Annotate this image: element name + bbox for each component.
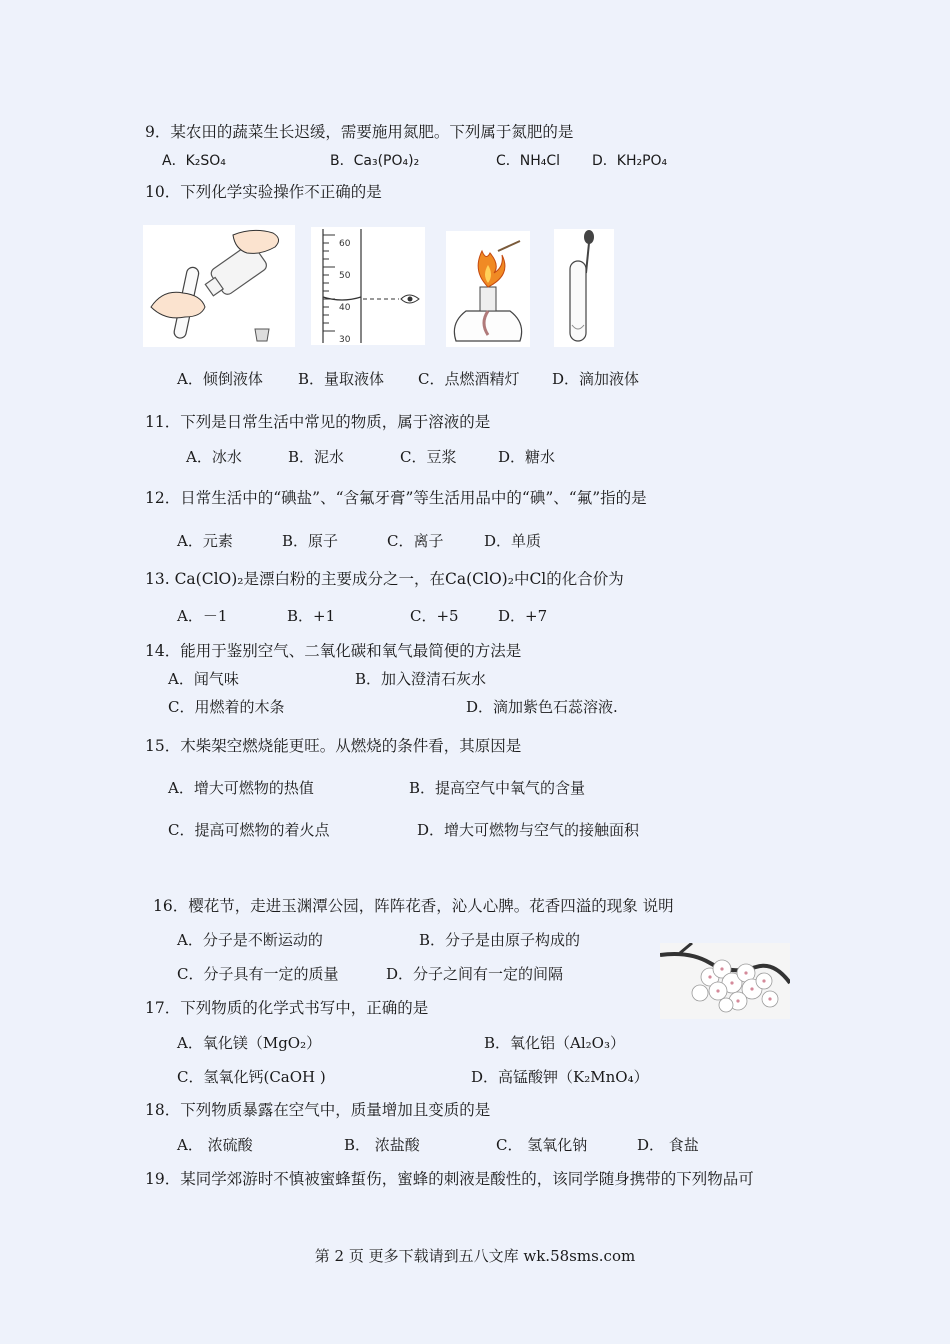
question-14-option-c: C．用燃着的木条 <box>168 698 285 716</box>
question-17-option-b: B．氧化铝（Al₂O₃） <box>484 1034 625 1052</box>
question-13-option-d: D．+7 <box>498 607 548 625</box>
page-footer: 第 2 页 更多下载请到五八文库 wk.58sms.com <box>314 1247 636 1265</box>
question-12-option-b: B．原子 <box>282 532 339 550</box>
question-13-option-c: C．+5 <box>410 607 459 625</box>
pouring-liquid-figure <box>143 225 295 347</box>
question-10-option-a: A．倾倒液体 <box>177 370 263 388</box>
question-9-option-b: B．Ca₃(PO₄)₂ <box>330 153 420 169</box>
question-11-option-d: D．糖水 <box>498 448 556 466</box>
alcohol-lamp-figure <box>446 231 530 347</box>
cylinder-tick-label: 50 <box>339 271 351 281</box>
question-17-option-a: A．氧化镁（MgO₂） <box>177 1034 322 1052</box>
question-12-option-c: C．离子 <box>387 532 444 550</box>
question-11-option-a: A．冰水 <box>186 448 242 466</box>
question-11-option-b: B．泥水 <box>288 448 345 466</box>
cylinder-tick-label: 60 <box>339 239 351 249</box>
question-10-option-b: B．量取液体 <box>298 370 385 388</box>
question-12-option-d: D．单质 <box>484 532 542 550</box>
question-9-option-c: C．NH₄Cl <box>496 153 561 169</box>
question-10-stem: 10．下列化学实验操作不正确的是 <box>145 183 382 201</box>
question-16-option-a: A．分子是不断运动的 <box>177 931 323 949</box>
question-13-stem: 13. Ca(ClO)₂是漂白粉的主要成分之一，在Ca(ClO)₂中Cl的化合价为 <box>145 570 624 588</box>
question-12-stem: 12．日常生活中的“碘盐”、“含氟牙膏”等生活用品中的“碘”、“氟”指的是 <box>145 489 647 507</box>
dropper-figure <box>554 229 614 347</box>
question-16-stem: 16．樱花节，走进玉渊潭公园，阵阵花香，沁人心脾。花香四溢的现象 说明 <box>153 897 674 915</box>
cylinder-tick-label: 40 <box>339 303 351 313</box>
question-18-stem: 18．下列物质暴露在空气中，质量增加且变质的是 <box>145 1101 491 1119</box>
question-13-option-a: A．－1 <box>177 607 228 625</box>
question-15-option-a: A．增大可燃物的热值 <box>168 779 314 797</box>
question-14-option-b: B．加入澄清石灰水 <box>355 670 487 688</box>
question-18-option-c: C． 氢氧化钠 <box>496 1136 588 1154</box>
question-10-option-c: C．点燃酒精灯 <box>418 370 520 388</box>
question-19-stem: 19．某同学郊游时不慎被蜜蜂蜇伤，蜜蜂的刺液是酸性的，该同学随身携带的下列物品可 <box>145 1170 754 1188</box>
question-18-option-d: D． 食盐 <box>637 1136 699 1154</box>
question-15-option-b: B．提高空气中氧气的含量 <box>409 779 586 797</box>
question-15-option-d: D．增大可燃物与空气的接触面积 <box>417 821 640 839</box>
question-13-option-b: B．+1 <box>287 607 336 625</box>
question-18-option-b: B． 浓盐酸 <box>344 1136 420 1154</box>
measuring-cylinder-figure <box>311 227 425 345</box>
cylinder-tick-label: 30 <box>339 335 351 345</box>
question-11-stem: 11．下列是日常生活中常见的物质，属于溶液的是 <box>145 413 491 431</box>
question-9-option-d: D．KH₂PO₄ <box>592 153 668 169</box>
question-14-stem: 14．能用于鉴别空气、二氧化碳和氧气最简便的方法是 <box>145 642 522 660</box>
question-17-option-d: D．高锰酸钾（K₂MnO₄） <box>471 1068 649 1086</box>
question-14-option-d: D．滴加紫色石蕊溶液. <box>466 698 618 716</box>
question-15-option-c: C．提高可燃物的着火点 <box>168 821 330 839</box>
question-17-stem: 17．下列物质的化学式书写中，正确的是 <box>145 999 429 1017</box>
question-12-option-a: A．元素 <box>177 532 233 550</box>
question-17-option-c: C．氢氧化钙(CaOH ) <box>177 1068 326 1086</box>
question-18-option-a: A． 浓硫酸 <box>177 1136 253 1154</box>
question-16-option-b: B．分子是由原子构成的 <box>419 931 581 949</box>
cherry-blossom-figure <box>660 943 790 1019</box>
question-16-option-d: D．分子之间有一定的间隔 <box>386 965 564 983</box>
question-9-option-a: A．K₂SO₄ <box>162 153 226 169</box>
question-10-option-d: D．滴加液体 <box>552 370 640 388</box>
question-9-stem: 9．某农田的蔬菜生长迟缓，需要施用氮肥。下列属于氮肥的是 <box>145 123 574 141</box>
question-15-stem: 15．木柴架空燃烧能更旺。从燃烧的条件看，其原因是 <box>145 737 522 755</box>
question-14-option-a: A．闻气味 <box>168 670 239 688</box>
question-16-option-c: C．分子具有一定的质量 <box>177 965 339 983</box>
question-11-option-c: C．豆浆 <box>400 448 457 466</box>
